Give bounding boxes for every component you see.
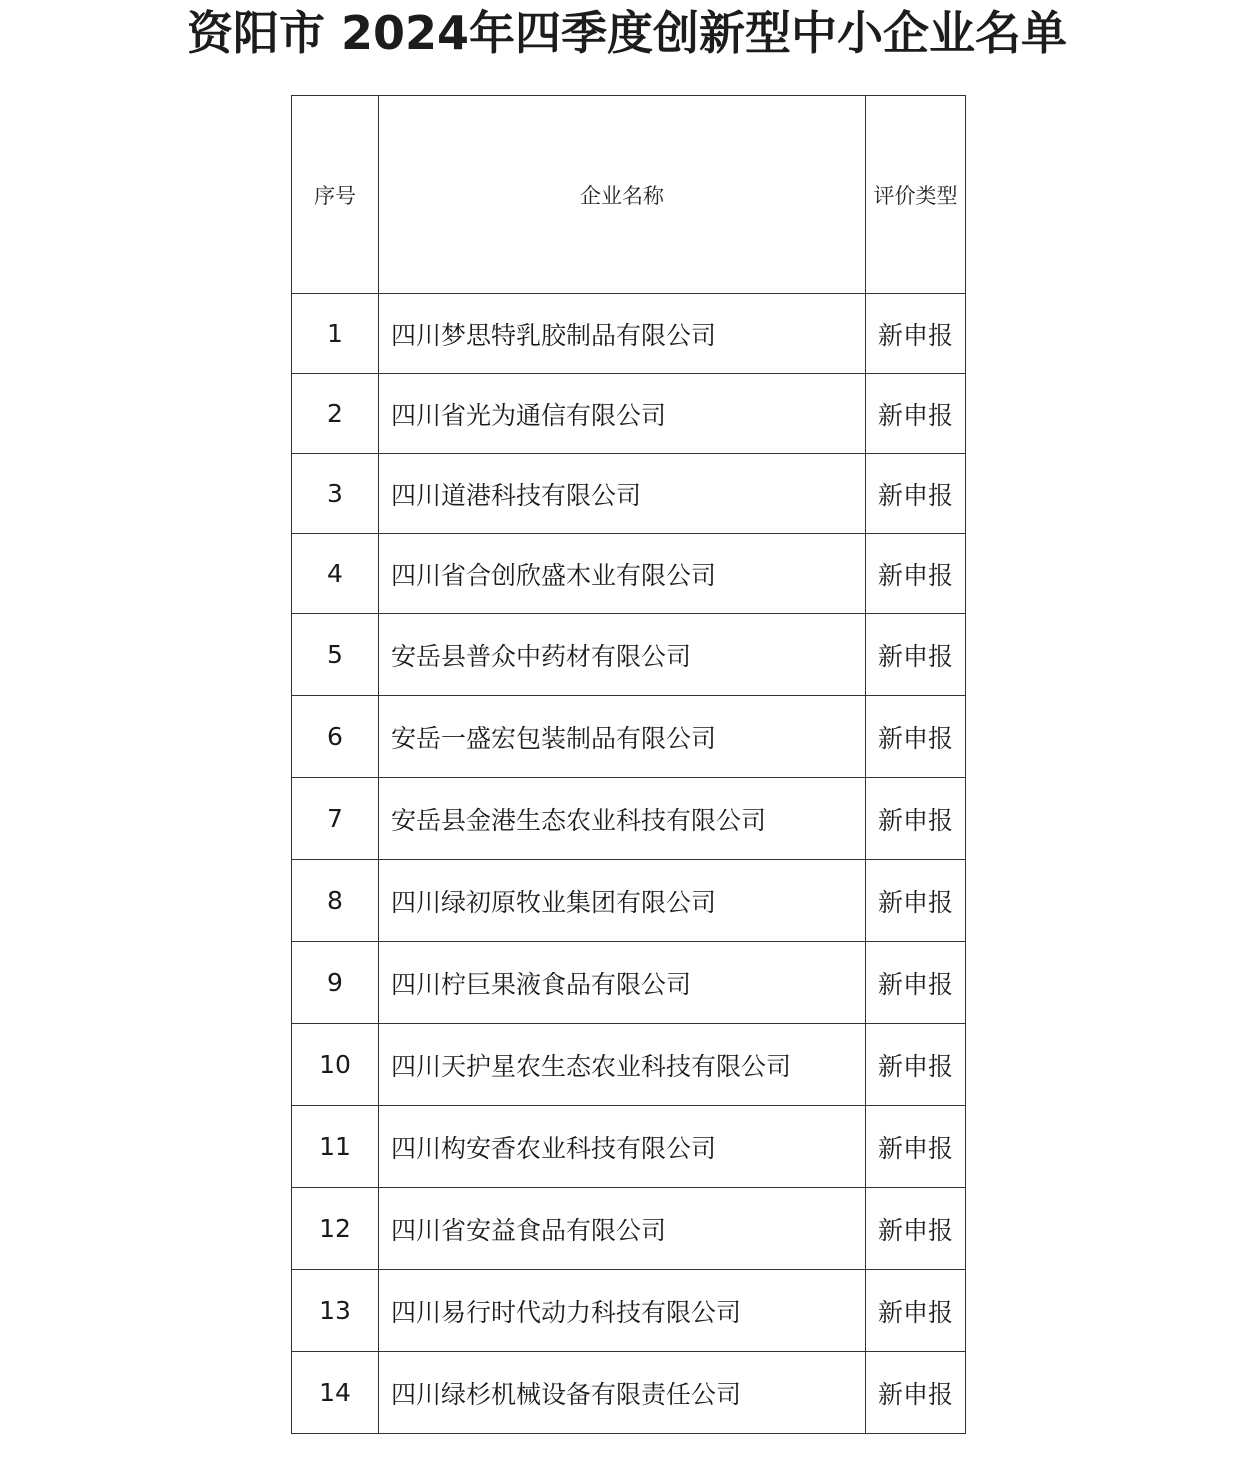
row-company-name: 安岳县普众中药材有限公司 xyxy=(379,614,866,696)
enterprise-list-table xyxy=(291,95,966,1434)
table-row xyxy=(292,778,966,860)
row-evaluation-type: 新申报 xyxy=(866,454,966,534)
table-row xyxy=(292,374,966,454)
row-evaluation-type: 新申报 xyxy=(866,1024,966,1106)
table-row xyxy=(292,1188,966,1270)
row-evaluation-type: 新申报 xyxy=(866,1270,966,1352)
header-type: 评价类型 xyxy=(866,96,966,294)
row-company-name: 四川梦思特乳胶制品有限公司 xyxy=(379,294,866,374)
row-index: 1 xyxy=(292,294,379,374)
row-evaluation-type: 新申报 xyxy=(866,534,966,614)
row-company-name: 四川易行时代动力科技有限公司 xyxy=(379,1270,866,1352)
row-company-name: 四川省光为通信有限公司 xyxy=(379,374,866,454)
table-row xyxy=(292,942,966,1024)
table-row xyxy=(292,860,966,942)
table-row xyxy=(292,1270,966,1352)
table-row xyxy=(292,294,966,374)
row-evaluation-type: 新申报 xyxy=(866,1352,966,1434)
row-index: 12 xyxy=(292,1188,379,1270)
row-company-name: 四川构安香农业科技有限公司 xyxy=(379,1106,866,1188)
table-row xyxy=(292,1024,966,1106)
row-evaluation-type: 新申报 xyxy=(866,1106,966,1188)
row-evaluation-type: 新申报 xyxy=(866,942,966,1024)
table-row xyxy=(292,1106,966,1188)
row-evaluation-type: 新申报 xyxy=(866,860,966,942)
row-index: 7 xyxy=(292,778,379,860)
row-evaluation-type: 新申报 xyxy=(866,294,966,374)
table-row xyxy=(292,1352,966,1434)
row-evaluation-type: 新申报 xyxy=(866,374,966,454)
row-evaluation-type: 新申报 xyxy=(866,696,966,778)
row-index: 9 xyxy=(292,942,379,1024)
row-index: 8 xyxy=(292,860,379,942)
row-company-name: 四川省合创欣盛木业有限公司 xyxy=(379,534,866,614)
table-header-row xyxy=(292,96,966,294)
header-index: 序号 xyxy=(292,96,379,294)
page-title: 资阳市 2024年四季度创新型中小企业名单 xyxy=(186,6,1068,60)
row-index: 6 xyxy=(292,696,379,778)
row-company-name: 四川天护星农生态农业科技有限公司 xyxy=(379,1024,866,1106)
row-company-name: 安岳一盛宏包装制品有限公司 xyxy=(379,696,866,778)
row-index: 4 xyxy=(292,534,379,614)
row-index: 3 xyxy=(292,454,379,534)
row-index: 10 xyxy=(292,1024,379,1106)
row-index: 2 xyxy=(292,374,379,454)
header-name: 企业名称 xyxy=(379,96,866,294)
row-evaluation-type: 新申报 xyxy=(866,1188,966,1270)
row-evaluation-type: 新申报 xyxy=(866,778,966,860)
row-index: 13 xyxy=(292,1270,379,1352)
row-company-name: 四川道港科技有限公司 xyxy=(379,454,866,534)
table-row xyxy=(292,696,966,778)
row-company-name: 四川绿杉机械设备有限责任公司 xyxy=(379,1352,866,1434)
row-index: 5 xyxy=(292,614,379,696)
row-company-name: 四川省安益食品有限公司 xyxy=(379,1188,866,1270)
row-index: 14 xyxy=(292,1352,379,1434)
row-company-name: 四川柠巨果液食品有限公司 xyxy=(379,942,866,1024)
table-row xyxy=(292,534,966,614)
row-company-name: 四川绿初原牧业集团有限公司 xyxy=(379,860,866,942)
table-row xyxy=(292,454,966,534)
table-row xyxy=(292,614,966,696)
row-evaluation-type: 新申报 xyxy=(866,614,966,696)
row-index: 11 xyxy=(292,1106,379,1188)
row-company-name: 安岳县金港生态农业科技有限公司 xyxy=(379,778,866,860)
